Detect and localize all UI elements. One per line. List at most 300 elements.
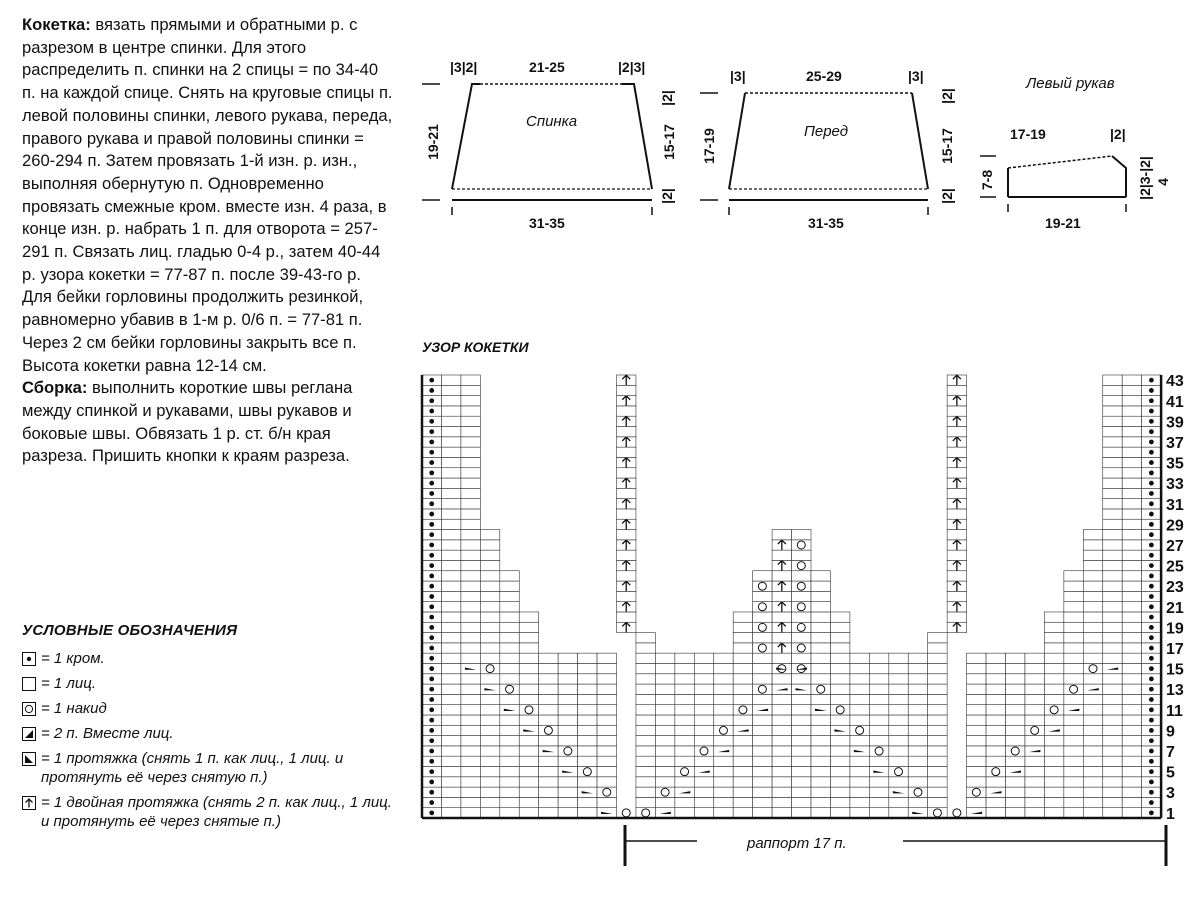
chart-cell (694, 653, 713, 663)
chart-cell (655, 746, 674, 756)
chart-cell (617, 385, 636, 395)
chart-cell (928, 684, 947, 694)
chart-cell (1142, 684, 1161, 694)
chart-cell (908, 777, 927, 787)
yo-mark (953, 809, 961, 817)
chart-cell (753, 622, 772, 632)
front-right-dim: 15-17 (939, 128, 955, 164)
chart-cell (617, 519, 636, 529)
chart-cell (1122, 530, 1141, 540)
chart-cell (422, 663, 441, 673)
chart-cell (714, 787, 733, 797)
chart-cell (1103, 787, 1122, 797)
chart-cell (441, 663, 460, 673)
chart-cell (1142, 499, 1161, 509)
chart-cell (519, 684, 538, 694)
chart-cell (617, 437, 636, 447)
row-numbers (1166, 373, 1184, 823)
chart-cell (422, 777, 441, 787)
chart-cell (772, 715, 791, 725)
chart-cell (1103, 375, 1122, 385)
chart-title: УЗОР КОКЕТКИ (422, 339, 529, 355)
chart-cell (733, 787, 752, 797)
chart-cell (461, 725, 480, 735)
chart-cell (928, 674, 947, 684)
chart-cell (1142, 674, 1161, 684)
chart-cell (1064, 725, 1083, 735)
sleeve-top-dim: 17-19 (1010, 126, 1046, 142)
chart-cell (830, 766, 849, 776)
chart-cell (1044, 808, 1063, 818)
chart-cell (811, 622, 830, 632)
chart-cell (772, 777, 791, 787)
chart-cell (675, 653, 694, 663)
chart-cell (519, 808, 538, 818)
chart-cell (422, 385, 441, 395)
chart-cell (811, 715, 830, 725)
chart-cell (655, 663, 674, 673)
chart-cell (947, 385, 966, 395)
chart-cell (811, 787, 830, 797)
chart-cell (947, 478, 966, 488)
chart-cell (1064, 663, 1083, 673)
chart-cell (1044, 612, 1063, 622)
chart-cell (869, 808, 888, 818)
chart-cell (441, 705, 460, 715)
chart-cell (1122, 478, 1141, 488)
chart-cell (422, 478, 441, 488)
chart-cell (908, 715, 927, 725)
chart-cell (772, 756, 791, 766)
chart-cell (1083, 581, 1102, 591)
chart-cell (1103, 684, 1122, 694)
chart-cell (461, 488, 480, 498)
chart-cell (928, 633, 947, 643)
chart-cell (422, 437, 441, 447)
chart-cell (461, 519, 480, 529)
chart-cell (753, 602, 772, 612)
chart-cell (597, 736, 616, 746)
chart-cell (792, 622, 811, 632)
chart-cell (947, 571, 966, 581)
chart-cell (1122, 787, 1141, 797)
chart-cell (1006, 736, 1025, 746)
chart-cell (422, 787, 441, 797)
chart-cell (1083, 560, 1102, 570)
row-number: 41 (1166, 393, 1184, 411)
chart-cell (539, 736, 558, 746)
chart-cell (792, 550, 811, 560)
chart-cell (636, 787, 655, 797)
chart-cell (908, 653, 927, 663)
chart-cell (480, 602, 499, 612)
chart-cell (461, 808, 480, 818)
chart-cell (811, 591, 830, 601)
chart-cell (441, 808, 460, 818)
chart-cell (441, 787, 460, 797)
chart-cell (617, 560, 636, 570)
chart-cell (597, 797, 616, 807)
chart-cell (461, 622, 480, 632)
chart-cell (558, 705, 577, 715)
chart-cell (1044, 777, 1063, 787)
chart-cell (480, 746, 499, 756)
chart-cell (1142, 427, 1161, 437)
chart-cell (1103, 612, 1122, 622)
chart-cell (558, 777, 577, 787)
chart-cell (500, 808, 519, 818)
chart-cell (558, 715, 577, 725)
chart-cell (578, 674, 597, 684)
chart-cell (1006, 777, 1025, 787)
chart-cell (986, 777, 1005, 787)
chart-cell (1044, 766, 1063, 776)
chart-cell (753, 746, 772, 756)
chart-cell (655, 674, 674, 684)
chart-cell (889, 725, 908, 735)
chart-cell (1103, 581, 1122, 591)
chart-cell (441, 385, 460, 395)
chart-cell (441, 406, 460, 416)
chart-cell (908, 756, 927, 766)
chart-cell (422, 736, 441, 746)
chart-cell (792, 787, 811, 797)
chart-cell (772, 540, 791, 550)
chart-cell (1083, 797, 1102, 807)
chart-cell (928, 766, 947, 776)
chart-cell (830, 756, 849, 766)
chart-cell (1044, 725, 1063, 735)
front-top-right-dim: |3| (908, 68, 924, 84)
chart-cell (792, 612, 811, 622)
chart-cell (1142, 633, 1161, 643)
chart-cell (753, 808, 772, 818)
chart-cell (908, 663, 927, 673)
chart-cell (830, 622, 849, 632)
chart-cell (1064, 602, 1083, 612)
chart-cell (869, 797, 888, 807)
chart-cell (441, 571, 460, 581)
chart-cell (792, 530, 811, 540)
chart-cell (1142, 612, 1161, 622)
chart-cell (1142, 705, 1161, 715)
chart-cell (1122, 385, 1141, 395)
chart-cell (928, 715, 947, 725)
chart-cell (441, 550, 460, 560)
chart-cell (1122, 725, 1141, 735)
chart-cell (636, 766, 655, 776)
chart-cell (519, 612, 538, 622)
chart-cell (461, 406, 480, 416)
chart-cell (1044, 622, 1063, 632)
chart-cell (1025, 684, 1044, 694)
chart-cell (617, 478, 636, 488)
chart-cell (1064, 797, 1083, 807)
chart-cell (850, 777, 869, 787)
chart-cell (733, 746, 752, 756)
chart-cell (1103, 416, 1122, 426)
chart-cell (694, 756, 713, 766)
chart-cell (1103, 427, 1122, 437)
chart-cell (1142, 756, 1161, 766)
chart-cell (1142, 694, 1161, 704)
chart-cell (830, 633, 849, 643)
chart-cell (597, 705, 616, 715)
chart-cell (461, 427, 480, 437)
chart-cell (1025, 715, 1044, 725)
front-right-top-dim: |2| (939, 88, 955, 104)
chart-cell (947, 457, 966, 467)
chart-cell (441, 684, 460, 694)
chart-cell (500, 787, 519, 797)
chart-cell (1103, 622, 1122, 632)
chart-cell (597, 766, 616, 776)
chart-cell (792, 643, 811, 653)
back-title: Спинка (526, 113, 578, 130)
chart-cell (597, 725, 616, 735)
chart-cell (422, 643, 441, 653)
chart-cell (1083, 653, 1102, 663)
chart-cell (908, 674, 927, 684)
legend-item-yo: = 1 накид (22, 699, 402, 718)
chart-cell (830, 715, 849, 725)
chart-cell (850, 736, 869, 746)
chart-cell (1064, 736, 1083, 746)
chart-cell (967, 684, 986, 694)
chart-cell (811, 705, 830, 715)
chart-cell (578, 663, 597, 673)
chart-cell (889, 705, 908, 715)
chart-cell (441, 519, 460, 529)
chart-cell (947, 550, 966, 560)
chart-cell (597, 694, 616, 704)
chart-cell (694, 715, 713, 725)
chart-cell (1122, 643, 1141, 653)
chart-cell (1044, 746, 1063, 756)
chart-cell (1103, 550, 1122, 560)
chart-cell (869, 653, 888, 663)
chart-cell (578, 787, 597, 797)
chart-cell (500, 746, 519, 756)
chart-cell (500, 777, 519, 787)
chart-cell (655, 715, 674, 725)
chart-cell (830, 725, 849, 735)
chart-cell (928, 705, 947, 715)
front-left-dim: 17-19 (701, 128, 717, 164)
chart-cell (1103, 396, 1122, 406)
chart-cell (636, 736, 655, 746)
chart-cell (441, 602, 460, 612)
chart-cell (500, 797, 519, 807)
chart-cell (422, 447, 441, 457)
chart-grid (422, 375, 1161, 818)
chart-cell (422, 406, 441, 416)
chart-cell (1044, 756, 1063, 766)
chart-cell (422, 427, 441, 437)
chart-cell (480, 560, 499, 570)
chart-cell (792, 602, 811, 612)
chart-cell (578, 715, 597, 725)
chart-cell (792, 705, 811, 715)
assembly-label: Сборка: (22, 378, 88, 398)
chart-cell (1142, 746, 1161, 756)
chart-cell (1103, 777, 1122, 787)
chart-cell (830, 653, 849, 663)
chart-cell (772, 746, 791, 756)
chart-cell (714, 653, 733, 663)
chart-cell (753, 766, 772, 776)
row-number: 7 (1166, 744, 1175, 762)
chart-cell (441, 643, 460, 653)
sleeve-right-dim: |2|3-|2| (1137, 156, 1153, 200)
chart-cell (1142, 406, 1161, 416)
chart-cell (792, 725, 811, 735)
chart-cell (947, 488, 966, 498)
chart-cell (1006, 674, 1025, 684)
chart-cell (558, 653, 577, 663)
chart-cell (461, 674, 480, 684)
chart-cell (500, 674, 519, 684)
chart-cell (597, 756, 616, 766)
chart-cell (1044, 736, 1063, 746)
chart-cell (617, 602, 636, 612)
chart-cell (1064, 756, 1083, 766)
chart-cell (694, 663, 713, 673)
chart-cell (441, 756, 460, 766)
chart-cell (422, 530, 441, 540)
chart-cell (1025, 705, 1044, 715)
chart-cell (519, 653, 538, 663)
chart-cell (967, 694, 986, 704)
chart-cell (1103, 766, 1122, 776)
chart-cell (733, 725, 752, 735)
chart-cell (422, 612, 441, 622)
chart-cell (539, 663, 558, 673)
chart-cell (1006, 808, 1025, 818)
chart-cell (1122, 540, 1141, 550)
chart-cell (1142, 622, 1161, 632)
chart-cell (1142, 478, 1161, 488)
chart-cell (714, 663, 733, 673)
chart-cell (500, 643, 519, 653)
chart-cell (675, 684, 694, 694)
row-number: 1 (1166, 805, 1175, 823)
chart-cell (986, 746, 1005, 756)
chart-cell (928, 797, 947, 807)
chart-cell (792, 808, 811, 818)
chart-cell (1142, 787, 1161, 797)
chart-cell (869, 756, 888, 766)
sleeve-bottom-dim: 19-21 (1045, 215, 1081, 231)
chart-cell (850, 797, 869, 807)
chart-cell (500, 622, 519, 632)
repeat-bracket (625, 825, 1166, 866)
chart-cell (772, 808, 791, 818)
chart-cell (480, 756, 499, 766)
chart-cell (772, 602, 791, 612)
chart-cell (694, 674, 713, 684)
chart-cell (733, 766, 752, 776)
chart-cell (811, 766, 830, 776)
chart-cell (1122, 612, 1141, 622)
chart-cell (1006, 725, 1025, 735)
chart-cell (1122, 437, 1141, 447)
chart-cell (947, 519, 966, 529)
chart-cell (714, 674, 733, 684)
chart-cell (908, 684, 927, 694)
chart-cell (772, 674, 791, 684)
chart-cell (1044, 663, 1063, 673)
chart-cell (1083, 736, 1102, 746)
chart-cell (714, 684, 733, 694)
chart-cell (1064, 808, 1083, 818)
chart-cell (461, 571, 480, 581)
chart-cell (1064, 653, 1083, 663)
chart-cell (422, 756, 441, 766)
chart-cell (1122, 468, 1141, 478)
chart-cell (1006, 715, 1025, 725)
chart-cell (947, 427, 966, 437)
chart-cell (1103, 674, 1122, 684)
chart-cell (539, 756, 558, 766)
row-number: 25 (1166, 558, 1184, 576)
chart-cell (1083, 808, 1102, 818)
chart-cell (1142, 715, 1161, 725)
legend-title: УСЛОВНЫЕ ОБОЗНАЧЕНИЯ (22, 622, 238, 639)
yoke-text: вязать прямыми и обратными р. с разрезом в центре спинки. Для этого распределить п. спинки на 2 спицы = по 34-40 п. на каждой спице. Снять на круговые спицы п. левой половины спинки, левого рукава, переда, правого рукава и правой половины спинки = 260-294 п. Затем провязать 1-й изн. р. изн., выполняя обернутую п. Одновременно провязать смежные кром. вместе изн. 4 раза, в конце изн. р. набрать 1 п. для отворота = 257-291 п. Связать лиц. гладью 0-4 р., затем 40-44 р. узора кокетки = 77-87 п. после 39-43-го р. Для бейки горловины продолжить резинкой, равномерно убавив в 1-м р. 0/6 п. = 77-81 п. Через 2 см бейки горловины закрыть все п. Высота кокетки равна 12-14 см. (22, 15, 393, 375)
chart-cell (1083, 550, 1102, 560)
chart-cell (655, 694, 674, 704)
chart-cell (1122, 396, 1141, 406)
chart-cell (655, 705, 674, 715)
row-number: 15 (1166, 661, 1184, 679)
chart-cell (617, 612, 636, 622)
chart-cell (480, 766, 499, 776)
chart-cell (617, 457, 636, 467)
chart-cell (714, 766, 733, 776)
chart-cell (792, 581, 811, 591)
assembly-text: выполнить короткие швы реглана между спинкой и рукавами, швы рукавов и боковые швы. Обвязать 1 р. ст. б/н края разреза. Пришить кнопки к краям разреза. (22, 378, 353, 466)
chart-cell (539, 766, 558, 776)
row-number: 27 (1166, 537, 1184, 555)
chart-cell (441, 736, 460, 746)
chart-cell (1142, 416, 1161, 426)
chart-cell (1083, 715, 1102, 725)
chart-cell (1006, 756, 1025, 766)
chart-cell (1122, 571, 1141, 581)
chart-cell (772, 622, 791, 632)
chart-cell (830, 643, 849, 653)
chart-cell (1122, 375, 1141, 385)
chart-cell (519, 797, 538, 807)
chart-cell (1122, 602, 1141, 612)
chart-cell (694, 684, 713, 694)
chart-cell (792, 746, 811, 756)
chart-cell (830, 797, 849, 807)
chart-cell (519, 736, 538, 746)
chart-cell (1083, 643, 1102, 653)
chart-cell (675, 736, 694, 746)
chart-cell (947, 581, 966, 591)
chart-cell (422, 375, 441, 385)
chart-cell (753, 581, 772, 591)
chart-cell (947, 375, 966, 385)
chart-cell (1103, 591, 1122, 601)
chart-cell (967, 705, 986, 715)
front-right-bottom-dim: |2| (939, 188, 955, 204)
chart-cell (441, 396, 460, 406)
chart-cell (1122, 746, 1141, 756)
